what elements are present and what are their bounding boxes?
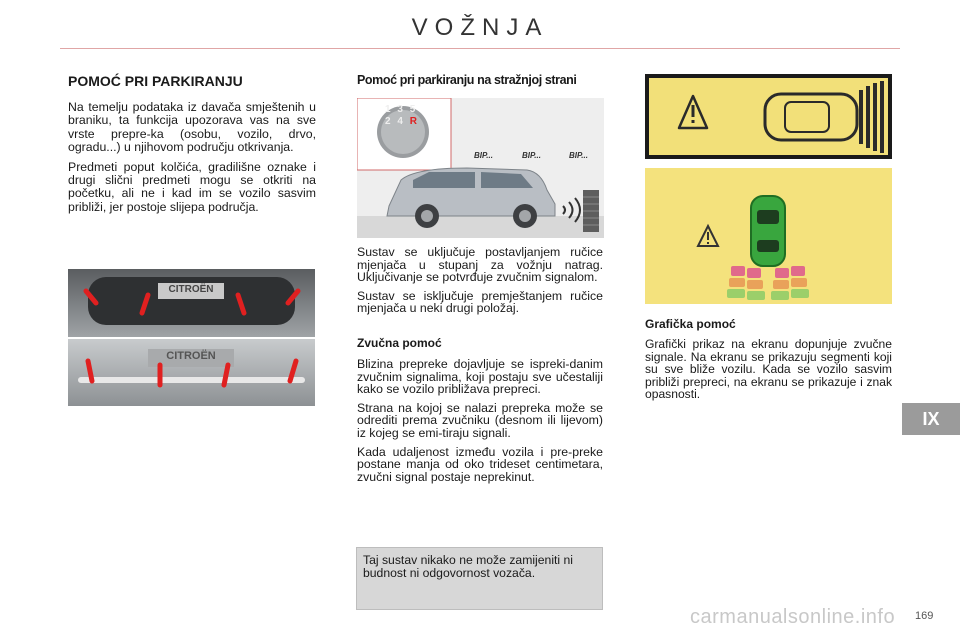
title-divider [60,48,900,49]
graphic-paragraph: Grafički prikaz na ekranu dopunjuje zvučne signale. Na ekranu se prikazuju segmenti koji su sve bliže vozilu. Kada se vozilo sasvim približi prepreci, na ekranu se prikazuje i znak opasnosti. [645,337,892,402]
gear-4: 4 [397,116,403,127]
rear-paragraph-2: Sustav se isključuje premještanjem ručice mjenjača u neki drugi položaj. [357,288,603,316]
warning-note-box [356,547,603,610]
graphic-heading: Grafička pomoć [645,317,736,331]
audio-heading: Zvučna pomoć [357,335,442,350]
rear-paragraph-1: Sustav se uključuje postavljanjem ručice mjenjača u stupanj za vožnju natrag. Uključivanje se potvrđuje zvučnim signalom. [357,245,603,285]
page-number: 169 [915,610,934,622]
beep-label-2: BIP... [522,151,541,160]
gear-3: 3 [397,104,403,115]
bumper-badge-bottom: CITROËN [166,350,216,362]
audio-paragraph-3: Kada udaljenost između vozila i pre-preke postane manja od oko trideset centimetara, zvučni signal postaje neprekinut. [357,444,603,484]
gear-1: 1 [385,104,391,115]
gear-5: 5 [409,104,416,115]
gear-2: 2 [385,116,391,127]
beep-label-3: BIP... [569,151,588,160]
intro-paragraph-1: Na temelju podataka iz davača smještenih u braniku, ta funkcija upozorava vas na sve vrste prepre-ka (osobu, vozilo, drvo, ogradu...) u njihovom području otkrivanja. [68,100,316,155]
rear-assist-heading: Pomoć pri parkiranju na stražnjoj strani [357,73,577,87]
section-heading: POMOĆ PRI PARKIRANJU [68,73,243,89]
audio-paragraph-1: Blizina prepreke dojavljuje se ispreki-danim zvučnim signalima, koji postaju sve učestaliji kako se vozilo približava prepreci. [357,356,603,397]
beep-label-1: BIP... [474,151,493,160]
audio-paragraph-2: Strana na kojoj se nalazi prepreka može se odrediti prema zvučniku (desnom ili lijevom) iz kojeg se emi-tiraju signali. [357,400,603,440]
watermark: carmanualsonline.info [690,606,896,628]
gear-r: R [409,116,417,127]
bumper-badge-top: CITROËN [168,284,214,295]
gear-knob-digits [385,104,421,128]
parking-intro-column [68,73,316,220]
rear-assist-column [357,246,603,489]
graphic-assist-column [645,317,892,401]
chapter-tab: IX [902,403,960,435]
page-title: VOŽNJA [411,14,549,41]
display-screen-figure [645,74,892,159]
intro-paragraph-2: Predmeti poput kolčića, gradilišne oznake i drugi slični predmeti mogu se otkriti na početku, ali ne i kad im se vozilo sasvim približi, jer postoje slijepa područja. [68,159,316,214]
warning-note-text: Taj sustav nikako ne može zamijeniti ni budnost ni odgovornost vozača. [363,553,573,580]
graphic-display-figure [645,168,892,304]
